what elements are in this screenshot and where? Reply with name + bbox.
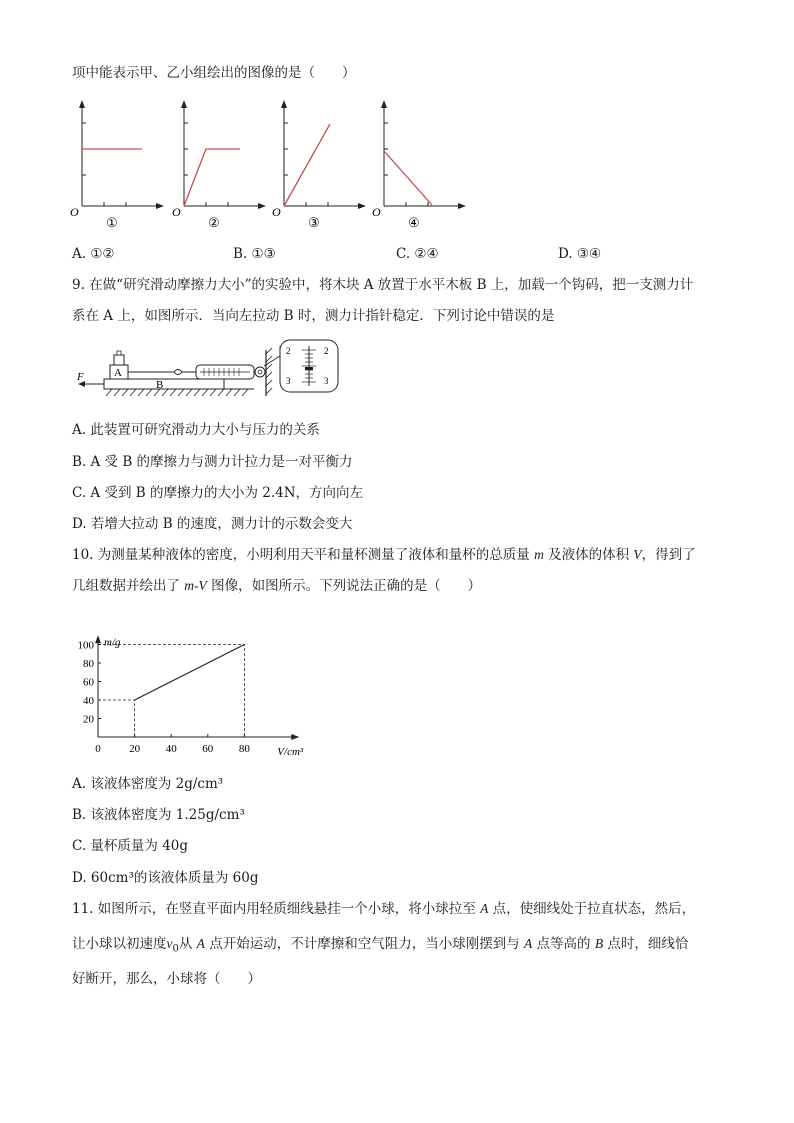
- y-axis-arrow: [95, 635, 101, 643]
- q11-line2-b: 从: [178, 936, 197, 952]
- y-tick-label: 100: [77, 639, 94, 652]
- q9-option-d[interactable]: D. 若增大拉动 B 的速度，测力计的示数会变大: [72, 516, 353, 532]
- graph-4-number: ④: [408, 215, 420, 230]
- q10-symbol-m: m: [534, 547, 544, 562]
- x-tick-label: 80: [238, 743, 250, 755]
- graph-2-origin: O: [172, 205, 181, 219]
- graph-3-number: ③: [308, 215, 320, 230]
- q8-graph-3: [268, 98, 368, 234]
- q10-option-a[interactable]: A. 该液体密度为 2g/cm³: [72, 776, 224, 792]
- q11-line2-c: 点开始运动，不计摩擦和空气阻力，当小球刚摆到与: [204, 936, 525, 952]
- q11-point-a-3: A: [524, 936, 533, 951]
- q11-line1-a: 11. 如图所示，在竖直平面内用轻质细线悬挂一个小球，将小球拉至: [72, 901, 481, 917]
- q9-scale-bottom-left: 3: [286, 376, 291, 386]
- graph-4-line: [384, 151, 432, 205]
- q11-stem-line-2: [72, 935, 688, 959]
- q10-stem-line-1: [72, 546, 696, 564]
- q9-scale-top-left: 2: [286, 346, 291, 356]
- q10-option-c[interactable]: C. 量杯质量为 40g: [72, 838, 189, 854]
- graph-4-origin: O: [372, 205, 381, 219]
- q10-mv-chart: [70, 608, 340, 758]
- q8-graph-1: [66, 98, 166, 234]
- x-axis-label: V/cm³: [277, 746, 304, 758]
- q8-graph-4: [368, 98, 468, 234]
- q10-line1-b: 及液体的体积: [543, 547, 634, 563]
- q9-figure: [74, 336, 344, 410]
- q8-graph-2: [168, 98, 268, 234]
- q11-point-b: B: [594, 936, 604, 951]
- q9-force-label: F: [77, 371, 84, 383]
- q10-line1-c: ，得到了: [641, 547, 696, 563]
- q9-stem-line-2: 系在 A 上，如图所示．当向左拉动 B 时，测力计指针稳定．下列讨论中错误的是: [72, 308, 555, 324]
- q8-option-c[interactable]: C. ②④: [396, 246, 439, 262]
- q9-option-c[interactable]: C. A 受到 B 的摩擦力的大小为 2.4N，方向向左: [72, 485, 364, 501]
- q9-scale-bottom-right: 3: [324, 376, 329, 386]
- q8-option-b[interactable]: B. ①③: [233, 246, 276, 262]
- q11-stem-line-3: 好断开，那么，小球将（ ）: [72, 971, 261, 987]
- q10-stem-line-2: [72, 577, 481, 595]
- q10-option-b[interactable]: B. 该液体密度为 1.25g/cm³: [72, 807, 245, 823]
- q10-line1-a: 10. 为测量某种液体的密度，小明利用天平和量杯测量了液体和量杯的总质量: [72, 547, 535, 563]
- x-tick-label: 60: [202, 743, 214, 755]
- y-tick-label: 20: [83, 713, 94, 726]
- q9-block-label: A: [114, 367, 122, 379]
- q10-option-d[interactable]: D. 60cm³的该液体质量为 60g: [72, 870, 259, 886]
- q11-stem-line-1: [72, 900, 695, 918]
- series-line: [135, 645, 245, 701]
- graph-3-origin: O: [272, 205, 281, 219]
- q10-line2-b: 图像，如图所示。下列说法正确的是（ ）: [206, 578, 482, 594]
- q11-velocity-subscript: 0: [172, 943, 179, 955]
- graph-1-number: ①: [106, 215, 118, 230]
- q8-option-d[interactable]: D. ③④: [558, 246, 602, 262]
- q10-line2-a: 几组数据并绘出了: [72, 578, 185, 594]
- graph-3-line: [284, 124, 330, 206]
- q11-velocity-symbol: v: [166, 936, 173, 951]
- graph-2-line: [184, 149, 240, 206]
- guide-line: [98, 645, 244, 738]
- q10-symbol-v: V: [633, 547, 642, 562]
- q9-scale-top-right: 2: [324, 346, 329, 356]
- x-axis-arrow: [291, 734, 299, 740]
- q9-board-label: B: [156, 379, 164, 391]
- guide-line: [98, 700, 135, 737]
- q11-line1-b: 点，使细线处于拉直状态，然后，: [488, 901, 696, 917]
- graph-2-number: ②: [208, 215, 220, 230]
- x-tick-label: 40: [165, 743, 177, 755]
- q11-point-a-2: A: [196, 936, 205, 951]
- q11-line2-a: 让小球以初速度: [72, 936, 167, 952]
- x-tick-label: 0: [95, 743, 101, 755]
- q9-stem-line-1: 9. 在做“研究滑动摩擦力大小”的实验中，将木块 A 放置于水平木板 B 上，加载一个钩码，把一支测力计: [72, 277, 694, 293]
- q9-option-a[interactable]: A. 此装置可研究滑动力大小与压力的关系: [72, 422, 320, 438]
- y-tick-label: 60: [83, 676, 94, 689]
- y-tick-label: 40: [83, 695, 94, 707]
- q10-symbol-mv: m-V: [184, 578, 207, 593]
- q11-line2-e: 点时，细线恰: [603, 936, 689, 952]
- q11-point-a: A: [480, 901, 489, 916]
- y-tick-label: 80: [83, 658, 94, 670]
- y-axis-label: m/g: [104, 636, 121, 649]
- q9-option-b[interactable]: B. A 受 B 的摩擦力与测力计拉力是一对平衡力: [72, 454, 353, 470]
- q11-line2-d: 点等高的: [532, 936, 595, 952]
- graph-1-origin: O: [70, 205, 79, 219]
- q8-stem-tail: 项中能表示甲、乙小组绘出的图像的是（ ）: [72, 65, 356, 81]
- q8-option-a[interactable]: A. ①②: [72, 246, 115, 262]
- x-tick-label: 20: [129, 743, 141, 755]
